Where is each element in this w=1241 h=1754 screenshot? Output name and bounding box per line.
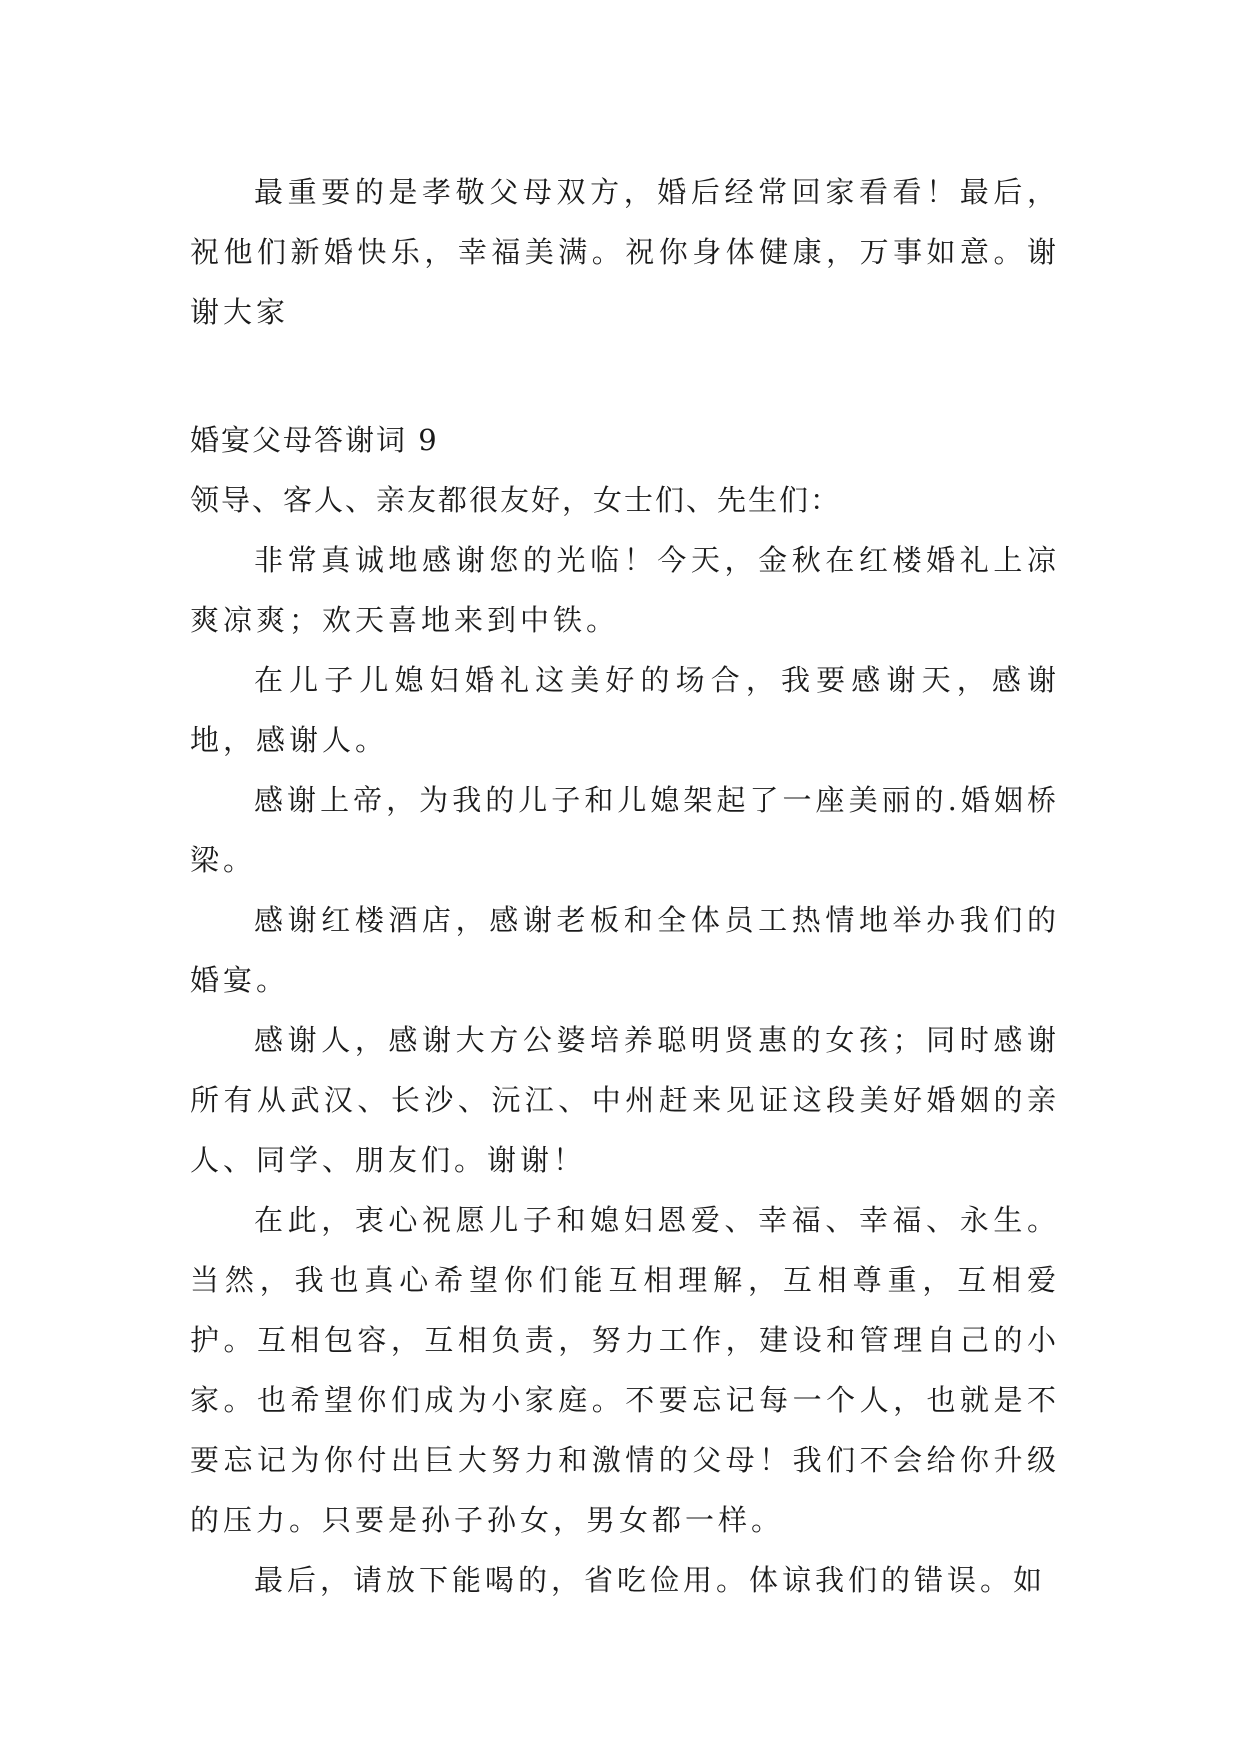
paragraph: 非常真诚地感谢您的光临！今天，金秋在红楼婚礼上凉爽凉爽；欢天喜地来到中铁。 — [190, 543, 1060, 637]
paragraph: 最后，请放下能喝的，省吃俭用。体谅我们的错误。如 — [254, 1563, 1047, 1597]
paragraph: 感谢人，感谢大方公婆培养聪明贤惠的女孩；同时感谢所有从武汉、长沙、沅江、中州赶来见证这段美好婚姻的亲人、同学、朋友们。谢谢！ — [190, 1023, 1060, 1177]
section-spacer — [190, 342, 1060, 410]
document-body — [190, 162, 1060, 1610]
paragraph: 感谢上帝，为我的儿子和儿媳架起了一座美丽的.婚姻桥梁。 — [190, 783, 1060, 877]
paragraph: 感谢红楼酒店，感谢老板和全体员工热情地举办我们的婚宴。 — [190, 903, 1060, 997]
salutation: 领导、客人、亲友都很友好，女士们、先生们： — [190, 483, 842, 517]
paragraph-closing-wishes: 最重要的是孝敬父母双方，婚后经常回家看看！最后，祝他们新婚快乐，幸福美满。祝你身体健康，万事如意。谢谢大家 — [190, 175, 1060, 329]
section-title: 婚宴父母答谢词 9 — [190, 423, 439, 457]
paragraph: 在儿子儿媳妇婚礼这美好的场合，我要感谢天，感谢地，感谢人。 — [190, 663, 1060, 757]
paragraph: 在此，衷心祝愿儿子和媳妇恩爱、幸福、幸福、永生。当然，我也真心希望你们能互相理解，互相尊重，互相爱护。互相包容，互相负责，努力工作，建设和管理自己的小家。也希望你们成为小家庭。不要忘记每一个人，也就是不要忘记为你付出巨大努力和激情的父母！我们不会给你升级的压力。只要是孙子孙女，男女都一样。 — [190, 1203, 1060, 1537]
